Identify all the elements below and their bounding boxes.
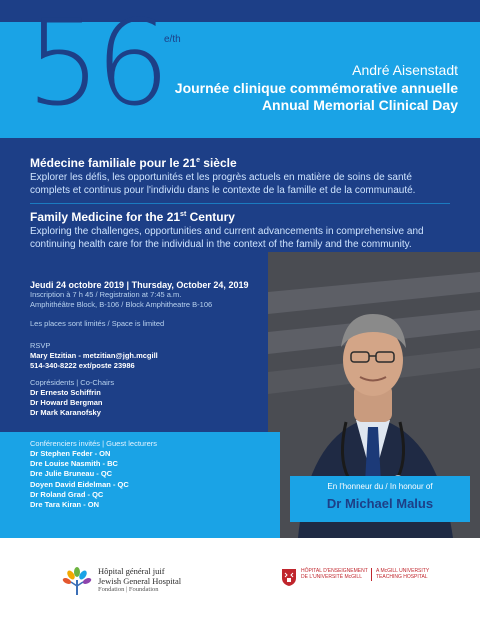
edition-suffix: e/th <box>164 34 181 45</box>
speaker-name: Doyen David Eidelman - QC <box>30 479 129 489</box>
jgh-wordmark <box>98 566 181 595</box>
section-divider <box>30 203 450 204</box>
rsvp-block <box>30 341 260 371</box>
honour-label: En l'honneur du / In honour of <box>327 482 433 491</box>
event-title-fr: Journée clinique commémorative annuelle <box>174 79 458 96</box>
registration-time: Inscription à 7 h 45 / Registration at 7:45 a.m. <box>30 290 182 299</box>
speaker-name: Dre Tara Kiran - ON <box>30 499 100 509</box>
mcgill-text-en: A McGILL UNIVERSITY TEACHING HOSPITAL <box>371 568 437 581</box>
jgh-name-fr: Hôpital général juif <box>98 566 165 576</box>
speaker-name: Dr Roland Grad - QC <box>30 489 104 499</box>
mcgill-text-fr: HÔPITAL D'ENSEIGNEMENT DE L'UNIVERSITÉ McGILL <box>301 568 368 581</box>
event-info <box>30 280 270 329</box>
mcgill-shield-icon <box>281 568 297 587</box>
speakers-label: Conférenciers invités | Guest lecturers <box>30 439 157 448</box>
footer <box>0 538 480 621</box>
event-date: Jeudi 24 octobre 2019 | Thursday, October 24, 2019 <box>30 280 249 290</box>
cochair-name: Dr Mark Karanofsky <box>30 408 101 418</box>
edition-number: 56 <box>26 0 165 132</box>
section-body-en: Exploring the challenges, opportunities and current advancements in comprehensive and continuing health care for the individual in the context of the family and the community. <box>30 226 424 251</box>
cochairs-label: Coprésidents | Co-Chairs <box>30 378 115 387</box>
speakers-block <box>30 439 270 510</box>
cochairs-block <box>30 378 260 419</box>
mcgill-wordmark <box>301 568 441 581</box>
title-block <box>175 62 458 115</box>
speaker-name: Dre Louise Nasmith - BC <box>30 459 118 469</box>
section-title-en: Family Medicine for the 21st Century <box>30 210 235 224</box>
event-title-en: Annual Memorial Clinical Day <box>261 97 458 113</box>
cochair-name: Dr Howard Bergman <box>30 398 103 408</box>
speaker-name: Dr Stephen Feder - ON <box>30 449 111 459</box>
cochair-name: Dr Ernesto Schiffrin <box>30 388 101 398</box>
jgh-foundation: Fondation | Foundation <box>98 586 159 594</box>
honour-box <box>290 476 470 522</box>
section-body-fr: Explorer les défis, les opportunités et les progrès actuels en matière de soins de santé complets et continus pour l'individu dans le contexte de la famille et de la communauté. <box>30 172 416 197</box>
honour-name: Dr Michael Malus <box>326 496 434 511</box>
section-french <box>30 156 450 197</box>
jgh-tree-logo-icon <box>62 566 92 596</box>
section-title-fr: Médecine familiale pour le 21e siècle <box>30 156 237 170</box>
rsvp-contact[interactable]: Mary Etzitian - metzitian@jgh.mcgill <box>30 351 158 361</box>
section-english <box>30 210 450 251</box>
places-limited-note: Les places sont limités / Space is limited <box>30 319 165 329</box>
jgh-name-en: Jewish General Hospital <box>98 576 182 587</box>
rsvp-phone[interactable]: 514-340-8222 ext/poste 23986 <box>30 361 135 371</box>
speaker-name: Dre Julie Bruneau - QC <box>30 469 113 479</box>
honoree-name: André Aisenstadt <box>352 62 458 78</box>
rsvp-label: RSVP <box>30 341 51 350</box>
event-location: Amphithéâtre Block, B-106 / Block Amphitheatre B-106 <box>30 300 213 310</box>
